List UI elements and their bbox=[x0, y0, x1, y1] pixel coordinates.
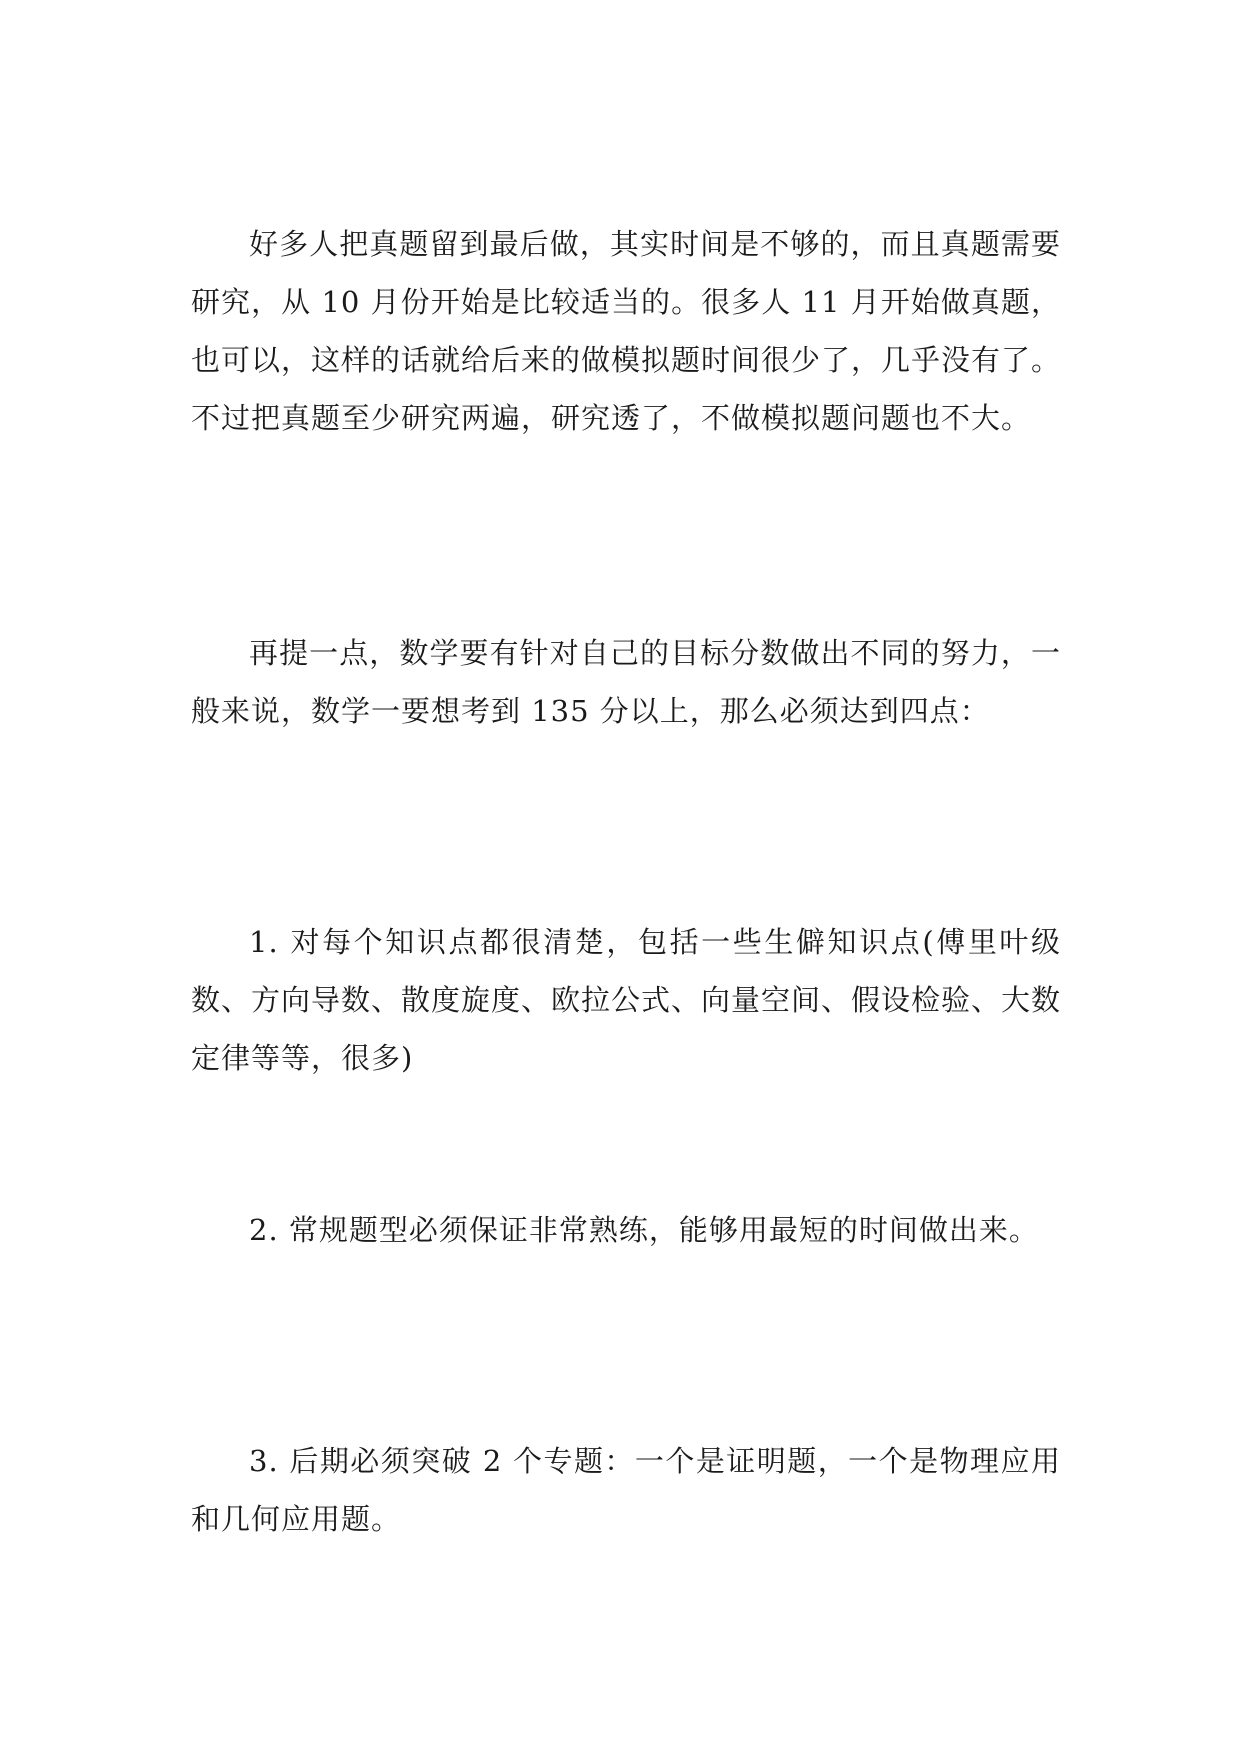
paragraph-point-2: 2. 常规题型必须保证非常熟练，能够用最短的时间做出来。 bbox=[249, 1213, 1039, 1247]
paragraph-math-target-intro: 再提一点，数学要有针对自己的目标分数做出不同的努力，一般来说，数学一要想考到 135 分以上，那么必须达到四点： bbox=[191, 636, 1061, 728]
paragraph-point-3: 3. 后期必须突破 2 个专题：一个是证明题，一个是物理应用和几何应用题。 bbox=[191, 1444, 1061, 1536]
paragraph-point-1: 1. 对每个知识点都很清楚，包括一些生僻知识点(傅里叶级数、方向导数、散度旋度、欧拉公式、向量空间、假设检验、大数定律等等，很多) bbox=[191, 925, 1062, 1075]
paragraph-real-exam-advice: 好多人把真题留到最后做，其实时间是不够的，而且真题需要研究，从 10 月份开始是比较适当的。很多人 11 月开始做真题，也可以，这样的话就给后来的做模拟题时间很少了，几乎没有了。不过把真题至少研究两遍，研究透了，不做模拟题问题也不大。 bbox=[191, 227, 1062, 435]
